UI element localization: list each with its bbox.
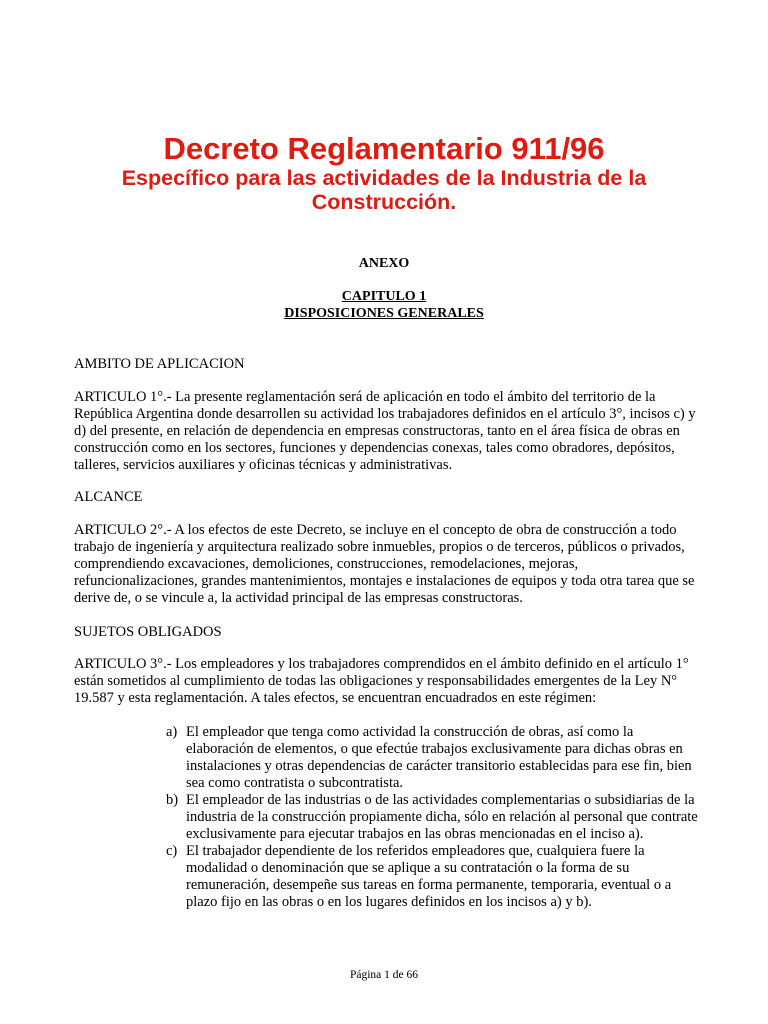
list-item: [166, 724, 702, 792]
section-heading-ambito: AMBITO DE APLICACION: [74, 356, 245, 372]
list-item-text: El empleador que tenga como actividad la construcción de obras, así como la elaboración de elementos, o que efectúe trabajos exclusivamente para dichas obras en instalaciones y otras dependencias de carácter transitorio establecidas para ese fin, bien sea como contratista o subcontratista.: [186, 724, 692, 791]
article-2-paragraph: ARTICULO 2°.- A los efectos de este Decreto, se incluye en el concepto de obra de construcción a todo trabajo de ingeniería y arquitectura realizado sobre inmuebles, propios o de terceros, públicos o privados, comprendiendo excavaciones, demoliciones, construcciones, remodelaciones, mejoras, refuncionalizaciones, grandes mantenimientos, montajes e instalaciones de equipos y toda otra tarea que se derive de, o se vincule a, la actividad principal de las empresas constructoras.: [74, 522, 695, 606]
list-item: [166, 792, 702, 843]
document-subtitle: Específico para las actividades de la Industria de la Construcción.: [121, 166, 647, 214]
article-1-paragraph: ARTICULO 1°.- La presente reglamentación será de aplicación en todo el ámbito del territorio de la República Argentina donde desarrollen su actividad los trabajadores definidos en el artículo 3°, incisos c) y d) del presente, en relación de dependencia en empresas constructoras, tanto en el área física de obras en construcción como en los sectores, funciones y dependencias conexas, tales como obradores, depósitos, talleres, servicios auxiliares y oficinas técnicas y administrativas.: [74, 389, 696, 473]
article-3-paragraph: ARTICULO 3°.- Los empleadores y los trabajadores comprendidos en el ámbito definido en el artículo 1° están sometidos al cumplimiento de todas las obligaciones y responsabilidades emergentes de la Ley N° 19.587 y esta reglamentación. A tales efectos, se encuentran encuadrados en este régimen:: [74, 656, 689, 706]
list-item-marker: b): [166, 792, 179, 808]
list-item: [166, 843, 702, 911]
page-number: Página 1 de 66: [349, 969, 419, 981]
article-3-item-list: [166, 724, 702, 911]
document-title: Decreto Reglamentario 911/96: [163, 131, 605, 166]
list-item-text: El trabajador dependiente de los referidos empleadores que, cualquiera fuere la modalidad o denominación que se aplique a su contratación o la forma de su remuneración, desempeñe sus tareas en forma permanente, temporaria, eventual o a plazo fijo en las obras o en los lugares definidos en los incisos a) y b).: [186, 843, 672, 910]
chapter-heading: CAPITULO 1: [341, 289, 427, 304]
list-item-marker: a): [166, 724, 178, 740]
annex-heading: ANEXO: [358, 256, 410, 271]
section-heading-sujetos: SUJETOS OBLIGADOS: [74, 624, 222, 640]
list-item-marker: c): [166, 843, 178, 859]
section-heading-alcance: ALCANCE: [74, 489, 143, 505]
chapter-title: DISPOSICIONES GENERALES: [284, 306, 484, 321]
list-item-text: El empleador de las industrias o de las actividades complementarias o subsidiarias de la industria de la construcción propiamente dicha, sólo en relación al personal que contrate exclusivamente para ejecutar trabajos en las obras mencionadas en el inciso a).: [186, 792, 698, 842]
